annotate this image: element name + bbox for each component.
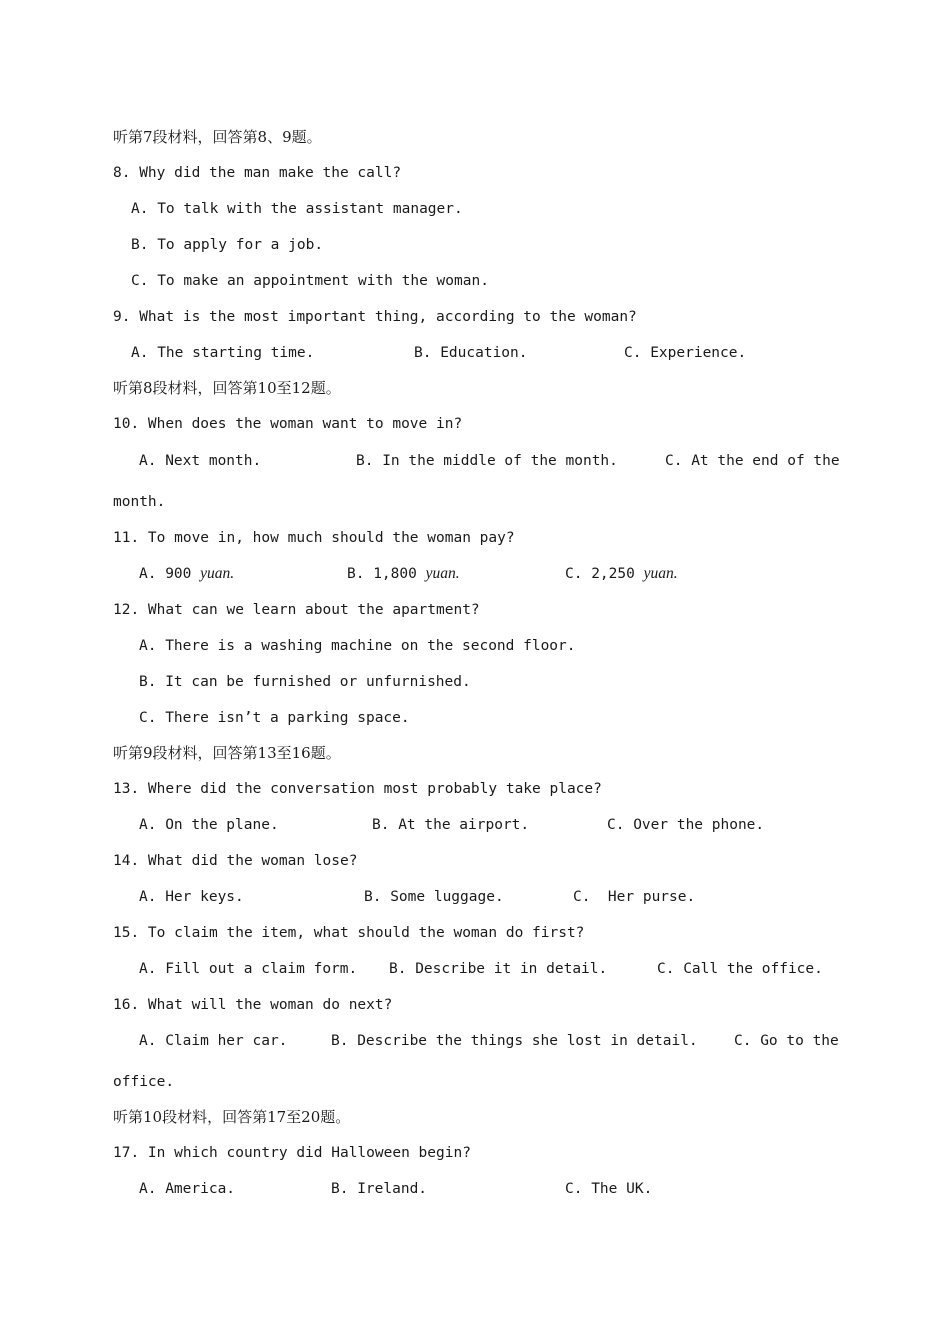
section-8-heading: 听第8段材料，回答第10至12题。 [113,379,341,397]
q8-option-b: B. To apply for a job. [131,237,324,253]
q12-option-a: A. There is a washing machine on the second floor. [139,638,576,654]
question-13: 13. Where did the conversation most probably take place? [113,781,602,797]
q10-option-c: C. At the end of the [665,453,840,469]
question-11: 11. To move in, how much should the woman pay? [113,530,515,546]
question-17: 17. In which country did Halloween begin? [113,1145,471,1161]
q13-option-b: B. At the airport. [372,817,530,833]
q17-option-a: A. America. [139,1181,236,1197]
q17-option-b: B. Ireland. [331,1181,428,1197]
section-10-heading: 听第10段材料，回答第17至20题。 [113,1108,351,1126]
q16-option-c: C. Go to the [734,1033,839,1049]
question-9: 9. What is the most important thing, according to the woman? [113,309,637,325]
q14-option-b: B. Some luggage. [364,889,504,905]
q10-option-c-continued: month. [113,494,166,510]
q16-option-c-continued: office. [113,1074,175,1090]
q15-option-b: B. Describe it in detail. [389,961,608,977]
q8-option-a: A. To talk with the assistant manager. [131,201,463,217]
q14-option-c: C. Her purse. [573,889,696,905]
question-8: 8. Why did the man make the call? [113,165,402,181]
q10-option-b: B. In the middle of the month. [356,453,618,469]
q15-option-c: C. Call the office. [657,961,823,977]
q11-a-label: A. 900 [139,566,192,582]
q17-option-c: C. The UK. [565,1181,653,1197]
q11-option-a [139,564,234,584]
q16-option-b: B. Describe the things she lost in detail. [331,1033,698,1049]
q15-option-a: A. Fill out a claim form. [139,961,358,977]
q11-c-unit: yuan. [643,565,678,582]
q8-option-c: C. To make an appointment with the woman. [131,273,489,289]
q10-option-a: A. Next month. [139,453,262,469]
q16-option-a: A. Claim her car. [139,1033,288,1049]
q11-b-unit: yuan. [425,565,460,582]
question-15: 15. To claim the item, what should the woman do first? [113,925,585,941]
q11-option-b [347,564,460,584]
q9-option-b: B. Education. [414,345,528,361]
q14-option-a: A. Her keys. [139,889,244,905]
q9-option-c: C. Experience. [624,345,747,361]
q12-option-c: C. There isn’t a parking space. [139,710,410,726]
question-14: 14. What did the woman lose? [113,853,358,869]
q12-option-b: B. It can be furnished or unfurnished. [139,674,471,690]
question-10: 10. When does the woman want to move in? [113,416,463,432]
q13-option-c: C. Over the phone. [607,817,765,833]
q9-option-a: A. The starting time. [131,345,315,361]
section-7-heading: 听第7段材料，回答第8、9题。 [113,128,322,146]
question-16: 16. What will the woman do next? [113,997,393,1013]
q11-c-label: C. 2,250 [565,566,635,582]
question-12: 12. What can we learn about the apartment? [113,602,480,618]
section-9-heading: 听第9段材料，回答第13至16题。 [113,744,341,762]
q11-option-c [565,564,678,584]
q13-option-a: A. On the plane. [139,817,279,833]
q11-a-unit: yuan. [200,565,235,582]
q11-b-label: B. 1,800 [347,566,417,582]
